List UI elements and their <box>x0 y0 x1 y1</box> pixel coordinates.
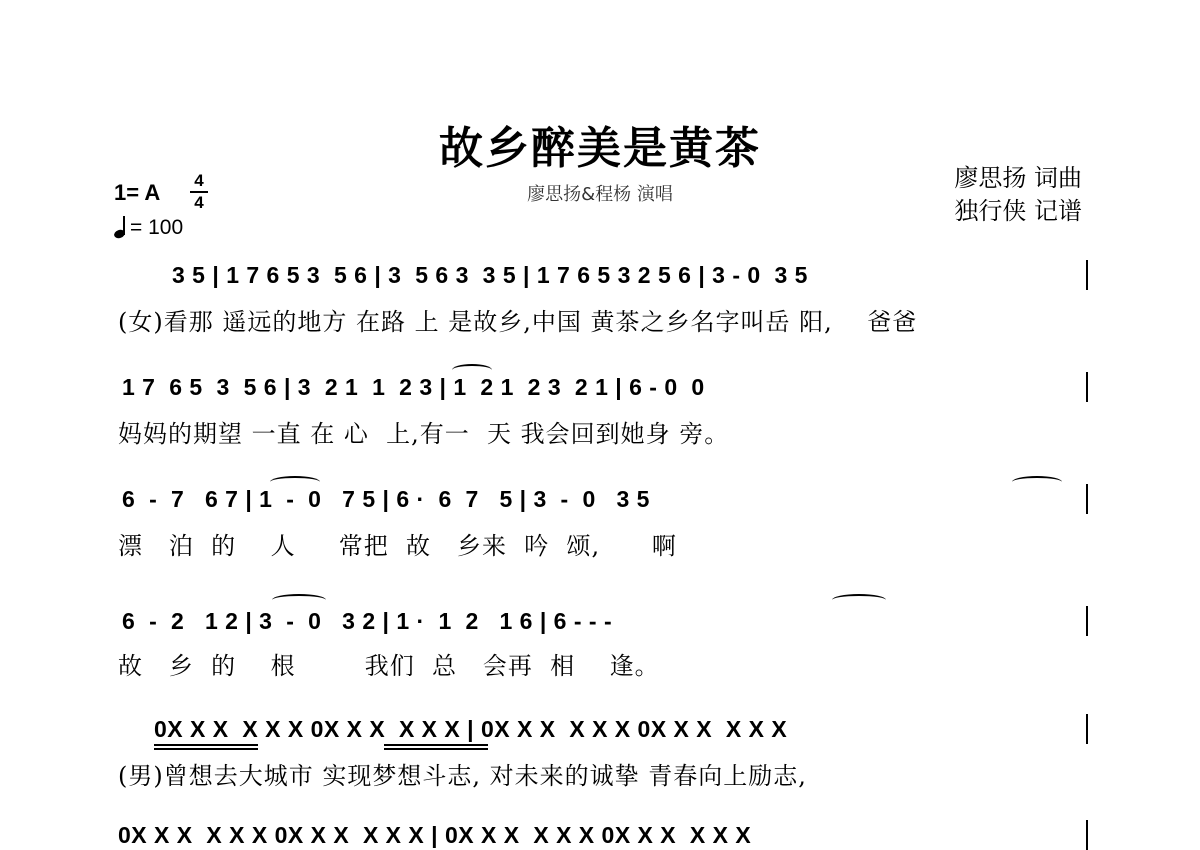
lyrics-line-5: (男)曾想去大城市 实现梦想斗志, 对未来的诚挚 青春向上励志, <box>118 762 807 790</box>
bar-line <box>1086 714 1088 744</box>
bar-line <box>1086 606 1088 636</box>
lyrics-line-4: 故 乡 的 根 我们 总 会再 相 逢。 <box>118 652 660 680</box>
credits-block <box>954 162 1082 228</box>
time-signature <box>190 172 208 212</box>
bar-line <box>1086 260 1088 290</box>
lyrics-line-1: (女)看那 遥远的地方 在路 上 是故乡,中国 黄茶之乡名字叫岳 阳, 爸爸 <box>118 308 918 336</box>
slur <box>1012 476 1062 488</box>
song-title: 故乡醉美是黄茶 <box>439 123 761 174</box>
beam-line <box>384 748 488 750</box>
slur <box>832 594 886 606</box>
transcriber-credit: 独行侠 记谱 <box>954 197 1082 225</box>
notation-line-1: 3 5 | 1 7 6 5 3 5 6 | 3 5 6 3 3 5 | 1 7 6 5 3 2 5 6 | 3 - 0 3 5 <box>172 262 808 288</box>
slur <box>270 476 320 488</box>
beam-line <box>154 744 258 746</box>
bar-line <box>1086 372 1088 402</box>
bar-line <box>1086 484 1088 514</box>
lyrics-line-2: 妈妈的期望 一直 在 心 上,有一 天 我会回到她身 旁。 <box>118 420 730 448</box>
beam-line <box>154 748 258 750</box>
notation-line-4: 6 - 2 1 2 | 3 - 0 3 2 | 1 · 1 2 1 6 | 6 - - - <box>122 608 613 634</box>
time-signature-top: 4 <box>194 171 204 190</box>
time-signature-bottom: 4 <box>194 193 204 212</box>
notation-line-6: 0X X X X X X 0X X X X X X | 0X X X X X X 0X X X X X X <box>118 822 752 848</box>
quarter-note-icon <box>114 216 126 238</box>
lyrics-music-credit: 廖思扬 词曲 <box>954 164 1082 192</box>
tempo-marking <box>114 216 183 240</box>
notation-line-5: 0X X X X X X 0X X X X X X | 0X X X X X X 0X X X X X X <box>154 716 788 742</box>
singers-credit: 廖思扬&程杨 演唱 <box>527 184 673 205</box>
beam-line <box>384 744 488 746</box>
bar-line <box>1086 820 1088 850</box>
tempo-value: = 100 <box>130 216 184 239</box>
notation-line-3: 6 - 7 6 7 | 1 - 0 7 5 | 6 · 6 7 5 | 3 - 0 3 5 <box>122 486 650 512</box>
notation-line-2: 1 7 6 5 3 5 6 | 3 2 1 1 2 3 | 1 2 1 2 3 2 1 | 6 - 0 0 <box>122 374 705 400</box>
lyrics-line-3: 漂 泊 的 人 常把 故 乡来 吟 颂, 啊 <box>118 532 677 560</box>
slur <box>272 594 326 606</box>
slur <box>452 364 492 376</box>
key-signature: 1= A <box>114 180 161 205</box>
